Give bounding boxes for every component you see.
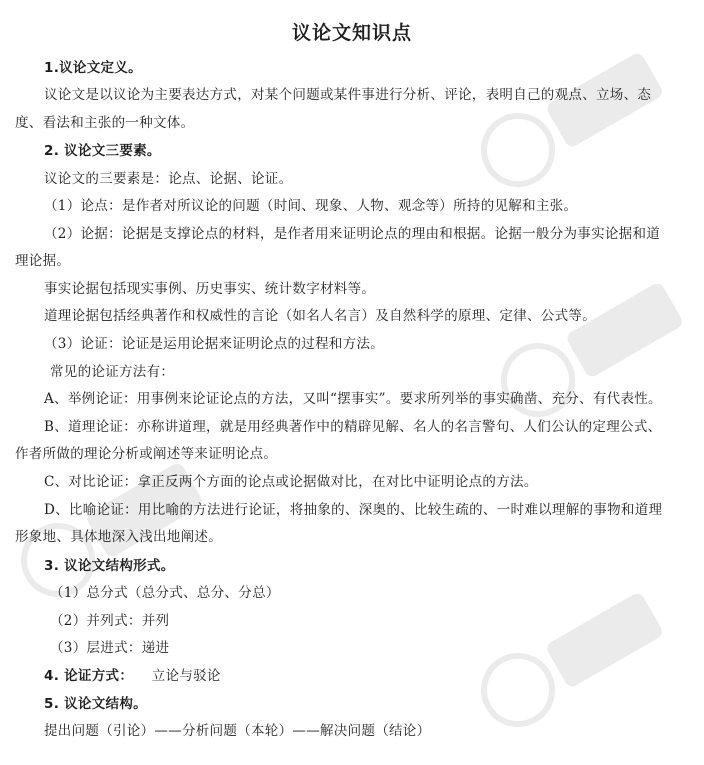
fact-evidence: 事实论据包括现实事例、历史事实、统计数字材料等。 [44,281,376,297]
definition-line-2: 度、看法和主张的一种文体。 [15,115,195,131]
section-3-heading: 3. 议论文结构形式。 [44,558,175,574]
method-d-line-1: D、比喻论证：用比喻的方法进行论证，将抽象的、深奥的、比较生疏的、一时难以理解的事物和道理 [44,502,663,518]
structure-item-1: （1）总分式（总分式、总分、分总） [50,585,280,601]
section-1-heading: 1.议论文定义。 [44,60,142,76]
section-4-heading: 4. 论证方式： [44,668,134,684]
section-2-heading: 2. 议论文三要素。 [44,143,161,159]
method-c: C、对比论证：拿正反两个方面的论点或论据做对比，在对比中证明论点的方法。 [44,474,538,490]
thesis-item: （1）论点：是作者对所议论的问题（时间、现象、人物、观念等）所持的见解和主张。 [44,198,578,214]
method-b-line-1: B、道理论证：亦称讲道理，就是用经典著作中的精辟见解、名人的名言警句、人们公认的定理公式、 [44,419,662,435]
theory-evidence: 道理论据包括经典著作和权威性的言论（如名人名言）及自然科学的原理、定律、公式等。 [44,308,596,324]
section-4-value: 立论与驳论 [151,668,221,684]
structure-flow: 提出问题（引论）——分析问题（本轮）——解决问题（结论） [44,723,431,739]
section-4-line [44,666,704,686]
structure-item-3: （3）层进式：递进 [50,640,170,656]
evidence-line-2: 理论据。 [15,253,71,269]
method-b-line-2: 作者所做的理论分析或阐述等来证明论点。 [15,446,278,462]
method-d-line-2: 形象地、具体地深入浅出地阐述。 [15,529,222,545]
page-title: 议论文知识点 [291,22,412,44]
section-5-heading: 5. 议论文结构。 [44,696,147,712]
methods-intro: 常见的论证方法有： [50,364,175,380]
evidence-line-1: （2）论据：论据是支撑论点的材料，是作者用来证明论点的理由和根据。论据一般分为事实论据和道 [44,226,661,242]
three-elements-intro: 议论文的三要素是：论点、论据、论证。 [44,171,293,187]
definition-line-1: 议论文是以议论为主要表达方式，对某个问题或某件事进行分析、评论，表明自己的观点、立场、态 [44,87,652,103]
argumentation-item: （3）论证：论证是运用论据来证明论点的过程和方法。 [44,336,385,352]
method-a: A、举例论证：用事例来论证论点的方法，又叫“摆事实”。要求所列举的事实确凿、充分、有代表性。 [44,391,662,407]
structure-item-2: （2）并列式：并列 [50,613,170,629]
